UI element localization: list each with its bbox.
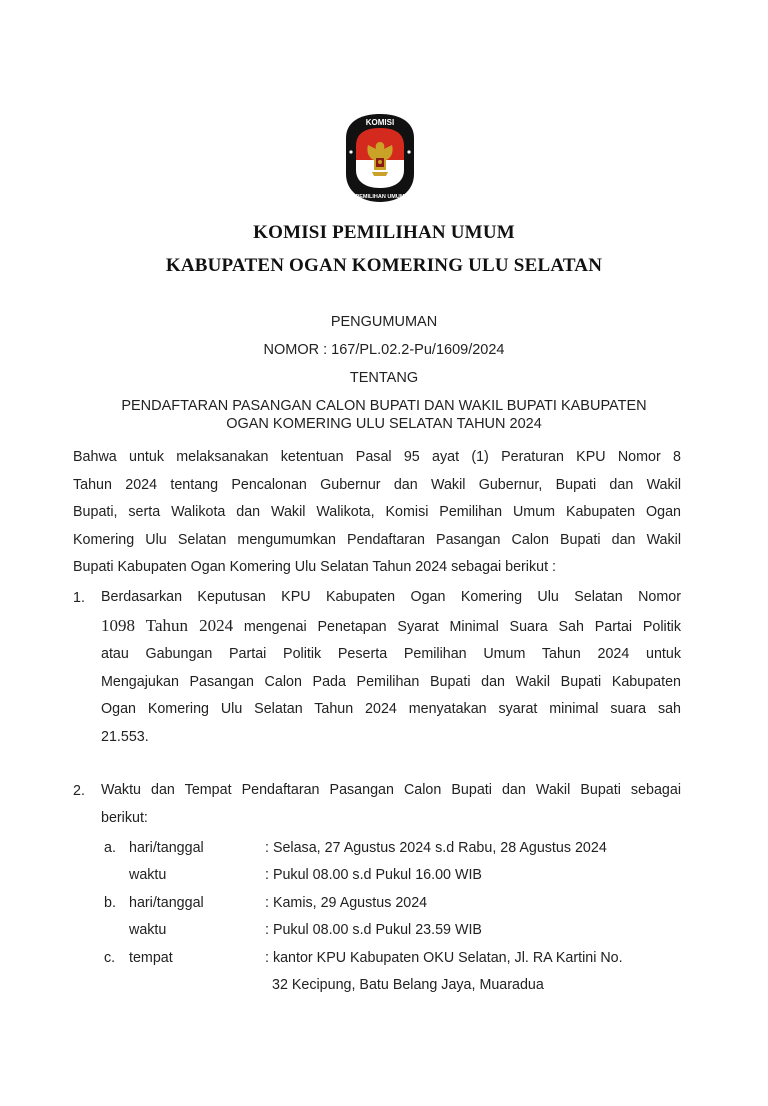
point-1-line: 21.553. (101, 728, 149, 745)
row-value: : Pukul 08.00 s.d Pukul 23.59 WIB (265, 922, 482, 938)
announcement-about: TENTANG (349, 370, 419, 386)
row-label: tempat (129, 950, 173, 966)
point-1-line: Berdasarkan Keputusan KPU Kabupaten Ogan Komering Ulu Selatan Nomor (101, 589, 681, 605)
intro-line: Bupati, serta Walikota dan Wakil Walikota, Komisi Pemilihan Umum Kabupaten Ogan (73, 504, 681, 520)
announcement-subject-line-2: OGAN KOMERING ULU SELATAN TAHUN 2024 (226, 416, 542, 432)
row-marker: b. (104, 895, 116, 911)
address-continuation: 32 Kecipung, Batu Belang Jaya, Muaradua (272, 977, 544, 993)
point-2-line: berikut: (101, 809, 148, 826)
row-value: : Selasa, 27 Agustus 2024 s.d Rabu, 28 Agustus 2024 (265, 840, 607, 856)
row-label: waktu (129, 867, 167, 883)
point-1-text (101, 584, 681, 751)
announcement-number: NOMOR : 167/PL.02.2-Pu/1609/2024 (263, 342, 505, 358)
intro-paragraph (73, 444, 681, 582)
header-line-1: KOMISI PEMILIHAN UMUM (253, 222, 515, 243)
announcement-label: PENGUMUMAN (330, 314, 438, 330)
point-1-number: 1. (73, 590, 85, 606)
row-label: hari/tanggal (129, 840, 204, 856)
intro-line: Bahwa untuk melaksanakan ketentuan Pasal 95 ayat (1) Peraturan KPU Nomor 8 (73, 449, 681, 465)
point-1-line (101, 612, 681, 642)
point-2-number: 2. (73, 783, 85, 799)
point-1-line: atau Gabungan Partai Politik Peserta Pemilihan Umum Tahun 2024 untuk (101, 646, 681, 662)
row-value: : kantor KPU Kabupaten OKU Selatan, Jl. RA Kartini No. (265, 950, 623, 966)
decree-number: 1098 Tahun 2024 (101, 615, 234, 635)
row-marker: a. (104, 840, 116, 856)
announcement-subject-line-1: PENDAFTARAN PASANGAN CALON BUPATI DAN WAKIL BUPATI KABUPATEN (121, 398, 647, 414)
row-label: hari/tanggal (129, 895, 204, 911)
row-value: : Pukul 08.00 s.d Pukul 16.00 WIB (265, 867, 482, 883)
point-2-line: Waktu dan Tempat Pendaftaran Pasangan Calon Bupati dan Wakil Bupati sebagai (101, 782, 681, 798)
logo-top-text: KOMISI (365, 118, 395, 127)
intro-line: Tahun 2024 tentang Pencalonan Gubernur dan Wakil Gubernur, Bupati dan Wakil (73, 476, 681, 493)
point-1-line: Mengajukan Pasangan Calon Pada Pemilihan Bupati dan Wakil Bupati Kabupaten (101, 673, 681, 690)
row-value: : Kamis, 29 Agustus 2024 (265, 895, 428, 911)
row-label: waktu (129, 922, 167, 938)
point-1-line-rest: mengenai Penetapan Syarat Minimal Suara Sah Partai Politik (243, 618, 681, 635)
logo-bottom-text: PEMILIHAN UMUM (355, 194, 405, 200)
intro-line: Bupati Kabupaten Ogan Komering Ulu Selatan Tahun 2024 sebagai berikut : (73, 559, 556, 575)
point-1-line: Ogan Komering Ulu Selatan Tahun 2024 menyatakan syarat minimal suara sah (101, 701, 681, 717)
kpu-logo (342, 112, 418, 204)
intro-line: Komering Ulu Selatan mengumumkan Pendaftaran Pasangan Calon Bupati dan Wakil (73, 531, 681, 548)
header-line-2: KABUPATEN OGAN KOMERING ULU SELATAN (165, 255, 603, 276)
row-marker: c. (104, 950, 116, 966)
point-2-text (101, 777, 681, 832)
